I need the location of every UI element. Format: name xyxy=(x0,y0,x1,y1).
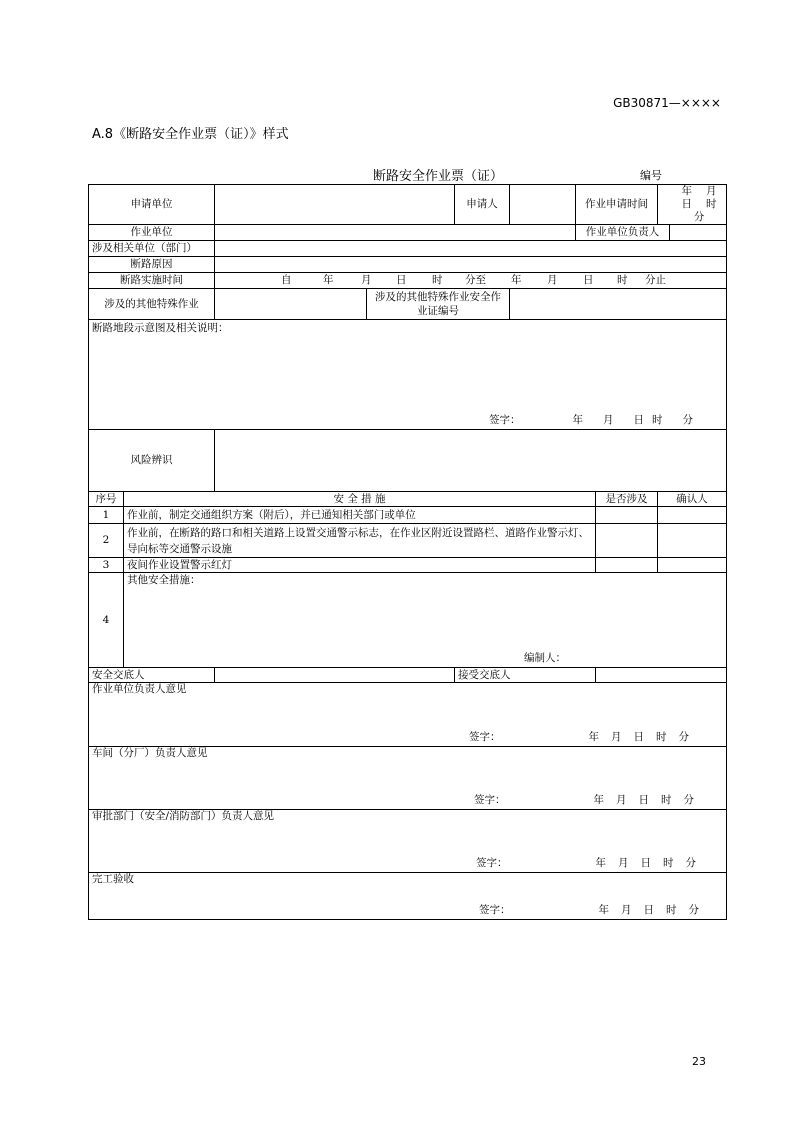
involved-field[interactable] xyxy=(596,524,658,558)
year-text: 年 xyxy=(588,731,599,743)
involved-field[interactable] xyxy=(596,558,658,573)
applicant-label: 申请人 xyxy=(455,185,510,225)
minute-text: 分 xyxy=(682,414,693,426)
standard-number: GB30871—×××× xyxy=(613,96,721,110)
involved-field[interactable] xyxy=(596,507,658,524)
apply-time-label: 作业申请时间 xyxy=(576,185,658,225)
risk-label: 风险辨识 xyxy=(89,430,215,492)
work-unit-leader-label: 作业单位负责人 xyxy=(576,225,670,241)
minute-text: 分 xyxy=(685,857,696,869)
opinion-work-unit-cell[interactable] xyxy=(89,683,727,747)
work-unit-field[interactable] xyxy=(215,225,576,241)
col-measures-header: 安 全 措 施 xyxy=(124,492,596,507)
row-opinion-work-unit xyxy=(89,683,727,747)
permit-form-table xyxy=(88,184,727,920)
impl-time-label: 断路实施时间 xyxy=(89,273,215,289)
row-other-special xyxy=(89,289,727,320)
table-row xyxy=(89,573,727,668)
page-number: 23 xyxy=(692,1055,706,1068)
measure-text: 夜间作业设置警示红灯 xyxy=(124,558,596,573)
measure-no: 3 xyxy=(89,558,124,573)
col-no-header: 序号 xyxy=(89,492,124,507)
opinion-work-unit-signature xyxy=(469,731,689,744)
day-text: 日 xyxy=(643,904,654,916)
form-title: 断路安全作业票（证） xyxy=(373,169,504,184)
impl-min-to-text: 分至 xyxy=(465,274,487,286)
opinion-workshop-label: 车间（分厂）负责人意见 xyxy=(92,747,208,759)
day-text: 日 xyxy=(640,857,651,869)
minute-text: 分 xyxy=(688,904,699,916)
hour-text: 时 xyxy=(666,904,677,916)
briefer-label: 安全交底人 xyxy=(89,668,215,683)
measure-no: 2 xyxy=(89,524,124,558)
hour-text: 时 xyxy=(706,198,717,210)
confirm-field[interactable] xyxy=(658,524,727,558)
confirm-field[interactable] xyxy=(658,507,727,524)
row-applicant xyxy=(89,185,727,225)
other-special-field[interactable] xyxy=(215,289,367,320)
impl-year-text: 年 xyxy=(323,274,334,286)
year-text: 年 xyxy=(593,794,604,806)
measure-text: 作业前，在断路的路口和相关道路上设置交通警示标志，在作业区附近设置路栏、道路作业警示灯、导向标等交通警示设施 xyxy=(124,524,596,558)
sign-label: 签字： xyxy=(469,731,501,743)
risk-field[interactable] xyxy=(215,430,727,492)
row-opinion-workshop xyxy=(89,747,727,810)
month-text: 月 xyxy=(621,904,632,916)
measure-no: 4 xyxy=(89,573,124,668)
diagram-cell[interactable] xyxy=(89,320,727,430)
row-related-units xyxy=(89,241,727,257)
impl-hour-text: 时 xyxy=(432,274,443,286)
impl-day-text: 日 xyxy=(396,274,407,286)
hour-text: 时 xyxy=(661,794,672,806)
row-reason xyxy=(89,257,727,273)
measures-header-row xyxy=(89,492,727,507)
completion-signature xyxy=(479,904,699,917)
measure-text: 作业前，制定交通组织方案（附后），并已通知相关部门或单位 xyxy=(124,507,596,524)
month-text: 月 xyxy=(618,857,629,869)
measure-no: 1 xyxy=(89,507,124,524)
receiver-label: 接受交底人 xyxy=(455,668,596,683)
work-unit-label: 作业单位 xyxy=(89,225,215,241)
row-completion xyxy=(89,873,727,920)
work-unit-leader-field[interactable] xyxy=(670,225,727,241)
impl-hour2-text: 时 xyxy=(617,274,628,286)
sign-label: 签字： xyxy=(474,794,506,806)
day-text: 日 xyxy=(633,731,644,743)
table-row xyxy=(89,507,727,524)
opinion-approval-cell[interactable] xyxy=(89,810,727,873)
applicant-unit-field[interactable] xyxy=(215,185,455,225)
section-title: A.8《断路安全作业票（证）》样式 xyxy=(92,127,289,142)
row-risk xyxy=(89,430,727,492)
row-opinion-approval xyxy=(89,810,727,873)
opinion-work-unit-label: 作业单位负责人意见 xyxy=(92,683,187,695)
sign-label: 签字： xyxy=(479,904,511,916)
opinion-workshop-signature xyxy=(474,794,694,807)
row-impl-time xyxy=(89,273,727,289)
row-diagram xyxy=(89,320,727,430)
receiver-field[interactable] xyxy=(596,668,727,683)
hour-text: 时 xyxy=(652,414,663,426)
row-work-unit xyxy=(89,225,727,241)
year-text: 年 xyxy=(681,185,693,197)
col-confirm-header: 确认人 xyxy=(658,492,727,507)
opinion-approval-label: 审批部门（安全/消防部门）负责人意见 xyxy=(92,810,275,822)
apply-time-field[interactable] xyxy=(658,185,727,225)
impl-day2-text: 日 xyxy=(583,274,594,286)
reason-label: 断路原因 xyxy=(89,257,215,273)
applicant-unit-label: 申请单位 xyxy=(89,185,215,225)
minute-text: 分 xyxy=(678,731,689,743)
hour-text: 时 xyxy=(656,731,667,743)
impl-month-text: 月 xyxy=(361,274,372,286)
hour-text: 时 xyxy=(663,857,674,869)
opinion-approval-signature xyxy=(476,857,696,870)
year-text: 年 xyxy=(572,414,583,426)
month-text: 月 xyxy=(611,731,622,743)
year-text: 年 xyxy=(595,857,606,869)
other-special-no-field[interactable] xyxy=(510,289,727,320)
month-text: 月 xyxy=(706,185,717,197)
sign-label: 签字： xyxy=(476,857,508,869)
impl-from-text: 自 xyxy=(281,274,292,286)
impl-min-end-text: 分止 xyxy=(645,274,667,286)
day-text: 日 xyxy=(681,198,693,210)
impl-month2-text: 月 xyxy=(547,274,558,286)
other-measures-label: 其他安全措施： xyxy=(127,574,201,586)
day-text: 日 xyxy=(638,794,649,806)
related-units-field[interactable] xyxy=(215,241,727,257)
diagram-signature xyxy=(489,414,693,427)
day-text: 日 xyxy=(633,414,644,426)
table-row xyxy=(89,524,727,558)
minute-text: 分 xyxy=(683,794,694,806)
completion-label: 完工验收 xyxy=(92,873,134,885)
col-involved-header: 是否涉及 xyxy=(596,492,658,507)
applicant-field[interactable] xyxy=(510,185,576,225)
other-special-label: 涉及的其他特殊作业 xyxy=(89,289,215,320)
opinion-workshop-cell[interactable] xyxy=(89,747,727,810)
briefer-field[interactable] xyxy=(215,668,455,683)
impl-year2-text: 年 xyxy=(511,274,522,286)
compiler-label: 编制人： xyxy=(524,652,566,664)
row-briefing xyxy=(89,668,727,683)
related-units-label: 涉及相关单位（部门） xyxy=(89,241,215,257)
other-measures-cell[interactable] xyxy=(124,573,727,668)
form-number-label: 编号 xyxy=(640,169,662,182)
completion-cell[interactable] xyxy=(89,873,727,920)
month-text: 月 xyxy=(616,794,627,806)
table-row xyxy=(89,558,727,573)
minute-text: 分 xyxy=(693,211,705,223)
diagram-label: 断路地段示意图及相关说明： xyxy=(92,322,229,334)
year-text: 年 xyxy=(598,904,609,916)
reason-field[interactable] xyxy=(215,257,727,273)
sign-label: 签字： xyxy=(489,414,521,426)
impl-time-field[interactable] xyxy=(215,273,727,289)
month-text: 月 xyxy=(603,414,614,426)
confirm-field[interactable] xyxy=(658,558,727,573)
other-special-no-label: 涉及的其他特殊作业安全作业证编号 xyxy=(367,289,510,320)
